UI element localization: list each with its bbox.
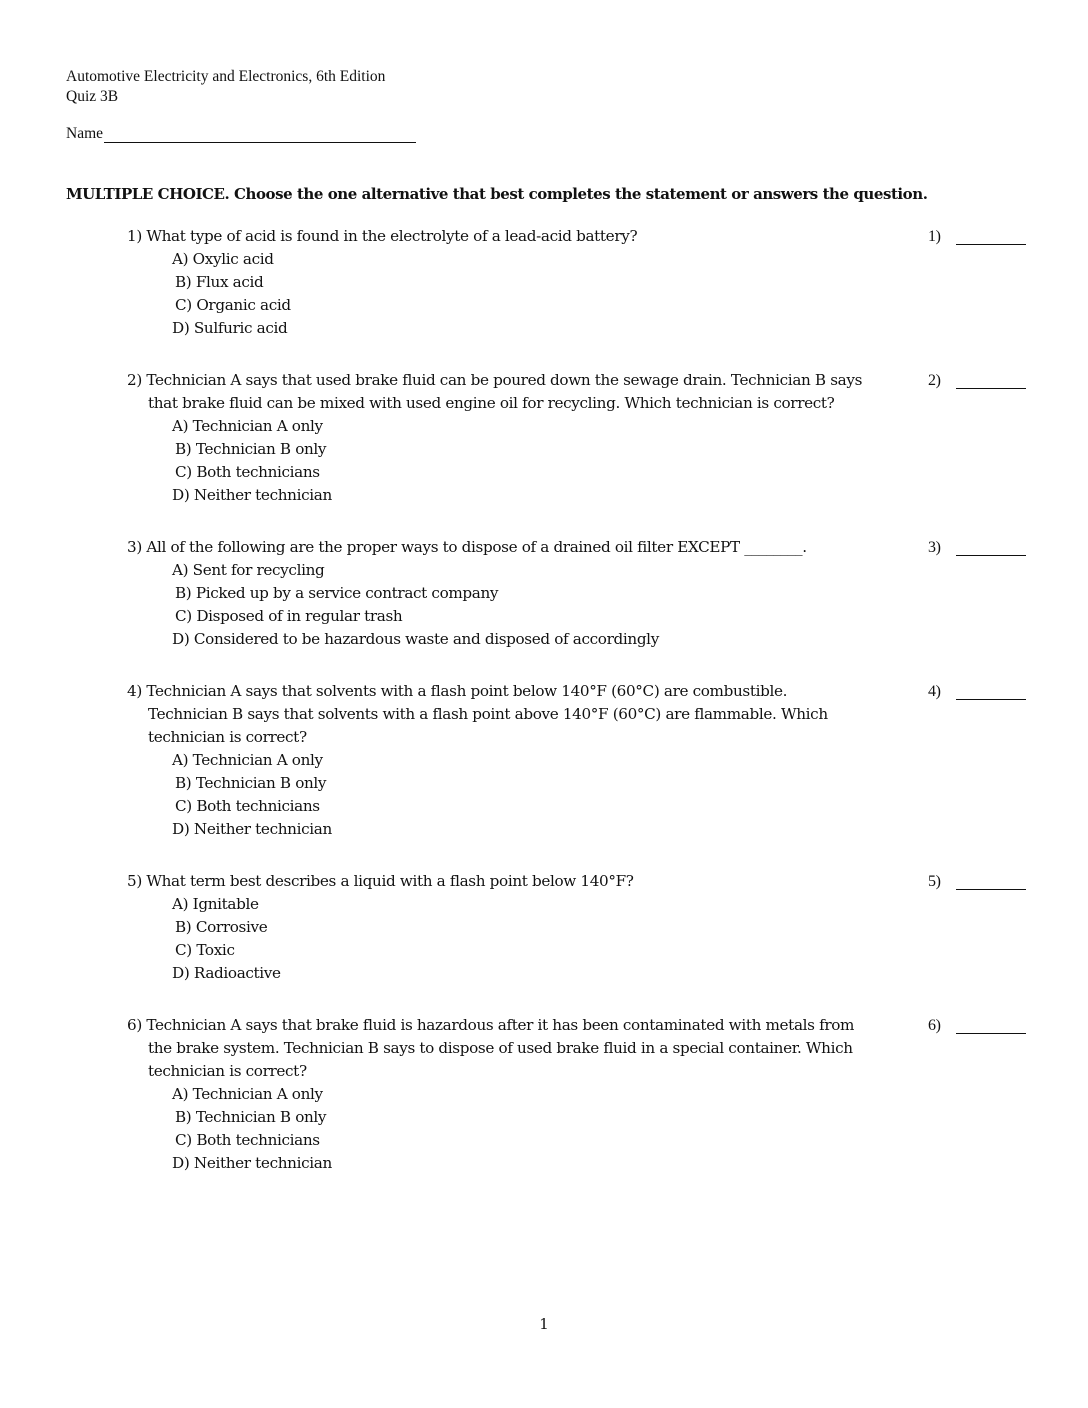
- question-text-line: 6) Technician A says that brake fluid is hazardous after it has been contaminated with metals from: [127, 1016, 855, 1034]
- question-text-line: 5) What term best describes a liquid with a flash point below 140°F?: [127, 872, 634, 890]
- answer-option-a[interactable]: A) Technician A only: [172, 417, 323, 435]
- answer-blank-line[interactable]: [956, 1021, 1026, 1034]
- question-text-line: 1) What type of acid is found in the electrolyte of a lead-acid battery?: [127, 227, 638, 245]
- answer-blank-line[interactable]: [956, 232, 1026, 245]
- answer-option-d[interactable]: D) Neither technician: [172, 820, 332, 838]
- answer-option-d[interactable]: D) Neither technician: [172, 486, 332, 504]
- answer-number: 3): [928, 539, 941, 556]
- answer-blank: [928, 369, 1026, 392]
- answer-number: 5): [928, 873, 941, 890]
- course-title: Automotive Electricity and Electronics, 6th Edition: [66, 68, 386, 85]
- answer-blank: [928, 225, 1026, 248]
- answer-blank-line[interactable]: [956, 376, 1026, 389]
- name-field-row: [66, 125, 416, 143]
- answer-option-c[interactable]: C) Disposed of in regular trash: [175, 607, 403, 625]
- question-3: [127, 536, 1087, 651]
- name-blank-line[interactable]: [104, 125, 416, 143]
- section-instructions: MULTIPLE CHOICE. Choose the one alternative that best completes the statement or answers the question.: [66, 185, 928, 203]
- question-text-line: Technician B says that solvents with a flash point above 140°F (60°C) are flammable. Which: [148, 705, 828, 723]
- question-1: [127, 225, 1087, 340]
- answer-option-a[interactable]: A) Sent for recycling: [172, 561, 325, 579]
- answer-option-b[interactable]: B) Flux acid: [175, 273, 264, 291]
- question-4: [127, 680, 1087, 841]
- answer-option-c[interactable]: C) Organic acid: [175, 296, 291, 314]
- answer-blank-line[interactable]: [956, 543, 1026, 556]
- answer-option-b[interactable]: B) Technician B only: [175, 774, 327, 792]
- answer-number: 6): [928, 1017, 941, 1034]
- answer-number: 1): [928, 228, 941, 245]
- answer-option-d[interactable]: D) Considered to be hazardous waste and disposed of accordingly: [172, 630, 659, 648]
- answer-blank: [928, 1014, 1026, 1037]
- answer-option-b[interactable]: B) Corrosive: [175, 918, 268, 936]
- answer-option-a[interactable]: A) Technician A only: [172, 1085, 323, 1103]
- answer-option-c[interactable]: C) Toxic: [175, 941, 235, 959]
- quiz-title: Quiz 3B: [66, 88, 119, 105]
- question-2: [127, 369, 1087, 507]
- question-text-line: technician is correct?: [148, 1062, 307, 1080]
- answer-option-d[interactable]: D) Sulfuric acid: [172, 319, 288, 337]
- question-5: [127, 870, 1087, 985]
- question-text-line: 2) Technician A says that used brake fluid can be poured down the sewage drain. Technician B says: [127, 371, 863, 389]
- answer-option-a[interactable]: A) Ignitable: [172, 895, 259, 913]
- answer-option-b[interactable]: B) Technician B only: [175, 1108, 327, 1126]
- question-text-line: that brake fluid can be mixed with used engine oil for recycling. Which technician is correct?: [148, 394, 835, 412]
- question-6: [127, 1014, 1087, 1175]
- answer-option-a[interactable]: A) Oxylic acid: [172, 250, 274, 268]
- question-text-line: 3) All of the following are the proper ways to dispose of a drained oil filter EXCEPT ________.: [127, 538, 807, 556]
- answer-number: 4): [928, 683, 941, 700]
- answer-option-b[interactable]: B) Picked up by a service contract company: [175, 584, 499, 602]
- answer-blank: [928, 870, 1026, 893]
- answer-blank-line[interactable]: [956, 687, 1026, 700]
- question-text-line: the brake system. Technician B says to dispose of used brake fluid in a special container. Which: [148, 1039, 853, 1057]
- question-text-line: 4) Technician A says that solvents with a flash point below 140°F (60°C) are combustible.: [127, 682, 788, 700]
- answer-blank-line[interactable]: [956, 877, 1026, 890]
- question-text-line: technician is correct?: [148, 728, 307, 746]
- page-number: 1: [539, 1315, 549, 1333]
- answer-option-c[interactable]: C) Both technicians: [175, 797, 320, 815]
- answer-number: 2): [928, 372, 941, 389]
- answer-option-c[interactable]: C) Both technicians: [175, 463, 320, 481]
- answer-option-d[interactable]: D) Neither technician: [172, 1154, 332, 1172]
- answer-blank: [928, 680, 1026, 703]
- answer-blank: [928, 536, 1026, 559]
- name-label: Name: [66, 125, 104, 142]
- answer-option-b[interactable]: B) Technician B only: [175, 440, 327, 458]
- answer-option-c[interactable]: C) Both technicians: [175, 1131, 320, 1149]
- answer-option-a[interactable]: A) Technician A only: [172, 751, 323, 769]
- answer-option-d[interactable]: D) Radioactive: [172, 964, 281, 982]
